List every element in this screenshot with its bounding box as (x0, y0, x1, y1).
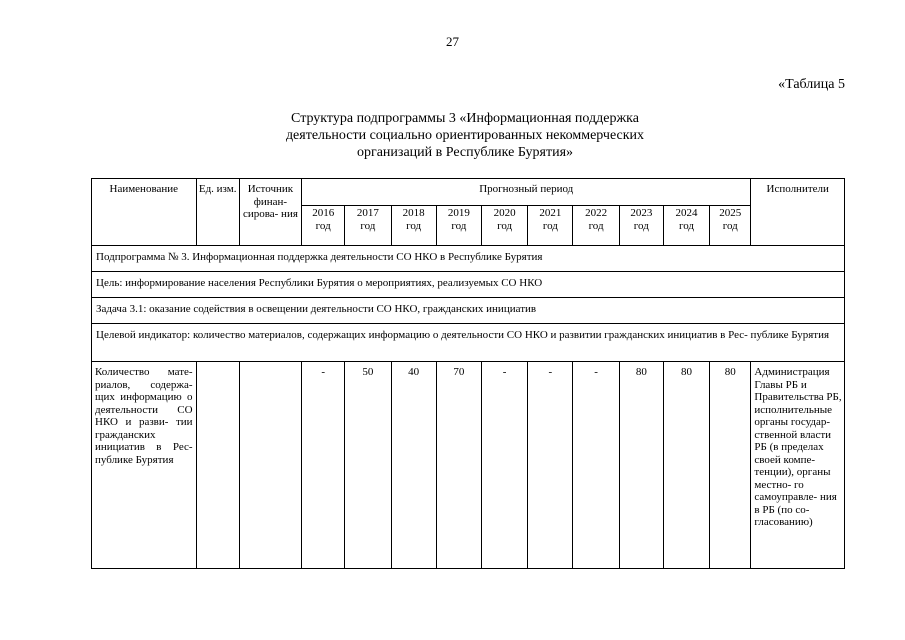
year-header-2023: 2023 год (619, 206, 663, 246)
year-header-2024: 2024 год (663, 206, 709, 246)
value-2017: 50 (345, 362, 391, 569)
goal-row: Цель: информирование населения Республики Бурятия о мероприятиях, реализуемых СО НКО (92, 272, 845, 298)
task-row: Задача 3.1: оказание содействия в освещении деятельности СО НКО, гражданских инициатив (92, 298, 845, 324)
year-header-2025: 2025 год (710, 206, 751, 246)
table-title (240, 110, 690, 161)
year-header-2022: 2022 год (573, 206, 619, 246)
year-header-2020: 2020 год (482, 206, 528, 246)
subprogram-structure-table (91, 178, 845, 569)
year-header-2017: 2017 год (345, 206, 391, 246)
header-executors: Исполнители (751, 179, 845, 246)
value-2025: 80 (710, 362, 751, 569)
value-2018: 40 (391, 362, 436, 569)
year-header-2018: 2018 год (391, 206, 436, 246)
value-2016: - (302, 362, 345, 569)
source-cell (239, 362, 301, 569)
title-line-2: деятельности социально ориентированных некоммерческих (285, 128, 645, 143)
value-2023: 80 (619, 362, 663, 569)
subprogram-row: Подпрограмма № 3. Информационная поддержка деятельности СО НКО в Республике Бурятия (92, 246, 845, 272)
year-header-2019: 2019 год (436, 206, 481, 246)
header-forecast-period: Прогнозный период (302, 179, 751, 206)
header-name: Наименование (92, 179, 197, 246)
year-header-2021: 2021 год (528, 206, 573, 246)
header-source: Источник финан- сирова- ния (239, 179, 301, 246)
value-2022: - (573, 362, 619, 569)
value-2019: 70 (436, 362, 481, 569)
indicator-name-cell: Количество мате- риалов, содержа- щих информацию о деятельности СО НКО и разви- тии гражданских инициатив в Рес- публике Бурятия (92, 362, 197, 569)
value-2024: 80 (663, 362, 709, 569)
title-line-3: организаций в Республике Бурятия» (356, 145, 574, 160)
value-2021: - (528, 362, 573, 569)
unit-cell (196, 362, 239, 569)
title-line-1: Структура подпрограммы 3 «Информационная поддержка (291, 111, 639, 126)
header-unit: Ед. изм. (196, 179, 239, 246)
table-label: «Таблица 5 (778, 77, 845, 92)
value-2020: - (482, 362, 528, 569)
page-number: 27 (446, 34, 459, 49)
indicator-row: Целевой индикатор: количество материалов, содержащих информацию о деятельности СО НКО и развитии гражданских инициатив в Рес- публике Бурятия (92, 324, 845, 362)
year-header-2016: 2016 год (302, 206, 345, 246)
executors-cell: Администрация Главы РБ и Правительства РБ, исполнительные органы государ- ственной власти РБ (в пределах своей компе- тенции), органы местно- го самоуправле- ния в РБ (по со- гласованию) (751, 362, 845, 569)
